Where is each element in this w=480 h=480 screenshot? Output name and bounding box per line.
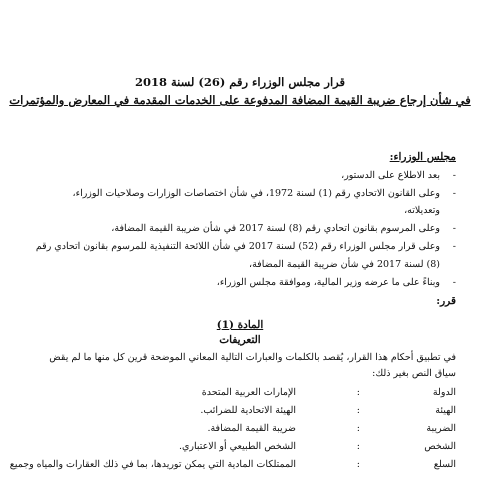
bullet-icon: - <box>452 223 456 234</box>
definition-row <box>16 423 456 437</box>
bullet-icon: - <box>452 188 456 199</box>
decree-subject-line: في شأن إرجاع ضريبة القيمة المضافة المدفوعة على الخدمات المقدمة في المعارض والمؤتمرات <box>9 93 471 107</box>
preamble-item <box>16 170 456 184</box>
preamble-text: وعلى قرار مجلس الوزراء رقم (52) لسنة 2017 في شأن اللائحة التنفيذية للمرسوم بقانون اتحادي رقم <box>35 241 440 252</box>
definition-term: الشخص <box>424 441 456 452</box>
definition-term: الدولة <box>432 387 456 398</box>
preamble-item <box>16 241 456 255</box>
definition-value: الشخص الطبيعي أو الاعتباري. <box>178 441 296 452</box>
definition-value: الممتلكات المادية التي يمكن توريدها، بما في ذلك العقارات والمياه وجميع <box>9 459 296 470</box>
definition-row <box>16 441 456 455</box>
definition-value: الهيئة الاتحادية للضرائب. <box>200 405 296 416</box>
preamble-text: (8) لسنة 2017 في شأن ضريبة القيمة المضافة، <box>249 259 440 270</box>
preamble-text: بعد الاطلاع على الدستور، <box>341 170 440 181</box>
definition-value: ضريبة القيمة المضافة. <box>207 423 296 434</box>
bullet-icon: - <box>452 241 456 252</box>
preamble-item <box>16 277 456 291</box>
definition-row <box>16 405 456 419</box>
preamble-item <box>16 188 456 202</box>
preamble-text: وبناءً على ما عرضه وزير المالية، وموافقة مجلس الوزراء، <box>216 277 440 288</box>
definition-separator: : <box>356 459 360 470</box>
preamble-text: وعلى القانون الاتحادي رقم (1) لسنة 1972، في شأن اختصاصات الوزارات وصلاحيات الوزراء، <box>72 188 440 199</box>
article-intro-continuation: سياق النص بغير ذلك: <box>372 368 456 379</box>
council-label: مجلس الوزراء: <box>389 151 456 163</box>
definition-separator: : <box>356 387 360 398</box>
decides-label: قرر: <box>436 295 456 307</box>
definition-separator: : <box>356 423 360 434</box>
bullet-icon: - <box>452 277 456 288</box>
definition-term: الهيئة <box>435 405 456 416</box>
definition-value: الإمارات العربية المتحدة <box>201 387 296 398</box>
definition-row <box>16 387 456 401</box>
article-intro: في تطبيق أحكام هذا القرار، يُقصد بالكلمات والعبارات التالية المعاني الموضحة قرين كل منها ما لم يقض <box>49 352 456 363</box>
article-number: المادة (1) <box>216 319 264 331</box>
definition-separator: : <box>356 405 360 416</box>
preamble-text: وعلى المرسوم بقانون اتحادي رقم (8) لسنة 2017 في شأن ضريبة القيمة المضافة، <box>111 223 440 234</box>
definition-separator: : <box>356 441 360 452</box>
definition-term: الضريبة <box>426 423 456 434</box>
decree-title: قرار مجلس الوزراء رقم (26) لسنة 2018 <box>134 75 346 89</box>
definition-term: السلع <box>433 459 456 470</box>
article-title: التعريفات <box>219 334 261 346</box>
preamble-text: وتعديلاته، <box>404 205 440 216</box>
preamble-item <box>16 223 456 237</box>
definition-row <box>9 459 456 473</box>
preamble-continuation <box>16 205 456 219</box>
preamble-continuation <box>16 259 456 273</box>
bullet-icon: - <box>452 170 456 181</box>
